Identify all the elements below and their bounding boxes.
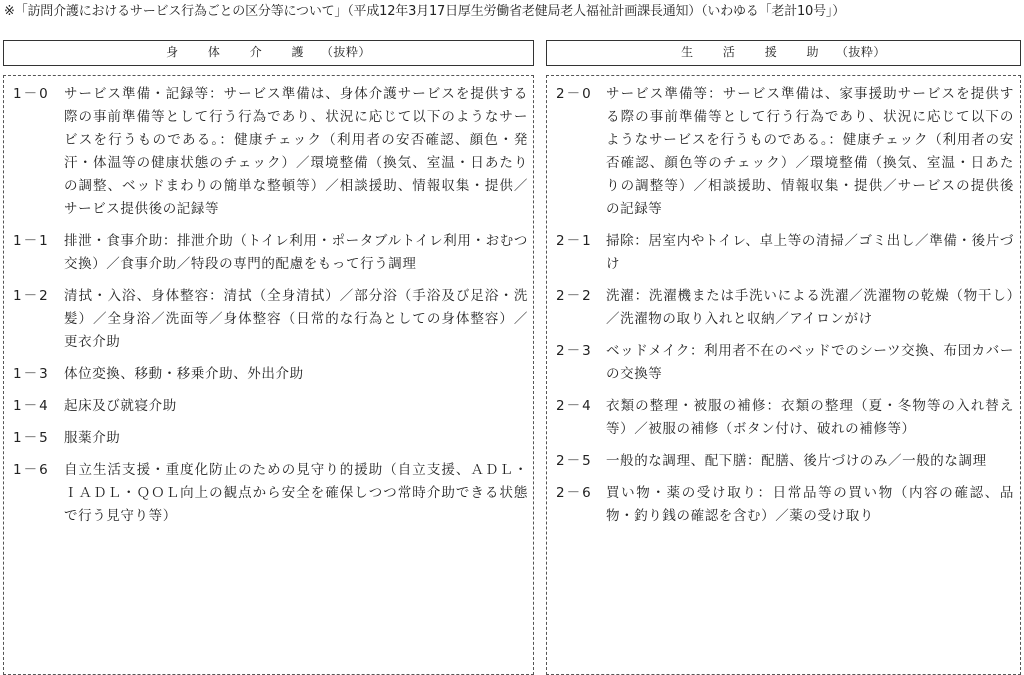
item-number: 1－6 <box>13 462 50 478</box>
item-text: サービス準備・記録等：サービス準備は、身体介護サービスを提供する際の事前準備等として行う行為であり、状況に応じて以下のようなサービスを行うものである。：健康チェック（利用者の安否確認、顔色・発汗・体温等の健康状態のチェック）／環境整備（換気、室温・日あたりの調整、ベッドまわりの簡単な整頓等）／相談援助、情報収集・提供／サービス提供後の記録等 <box>64 86 528 217</box>
daily-living-support-title <box>546 40 1021 66</box>
item-text: 洗濯：洗濯機または手洗いによる洗濯／洗濯物の乾燥（物干し）／洗濯物の取り入れと収納／アイロンがけ <box>606 288 1014 327</box>
item-number: 2－5 <box>556 453 593 469</box>
item-text: 衣類の整理・被服の補修：衣類の整理（夏・冬物等の入れ替え等）／被服の補修（ボタン付け、破れの補修等） <box>606 398 1014 437</box>
list-item <box>4 83 533 221</box>
list-item <box>547 285 1020 331</box>
physical-care-title-sub: （抜粋） <box>320 45 371 59</box>
list-item <box>547 340 1020 386</box>
header-note: ※「訪問介護におけるサービス行為ごとの区分等について」（平成12年3月17日厚生労働省老健局老人福祉計画課長通知）（いわゆる「老計10号」） <box>4 4 846 19</box>
list-item <box>4 459 533 528</box>
list-item <box>4 427 533 450</box>
list-item <box>547 450 1020 473</box>
item-text: 掃除：居室内やトイレ、卓上等の清掃／ゴミ出し／準備・後片づけ <box>606 233 1014 272</box>
daily-living-support-list <box>546 75 1021 675</box>
list-item <box>4 285 533 354</box>
list-item <box>4 230 533 276</box>
item-text: サービス準備等：サービス準備は、家事援助サービスを提供する際の事前準備等として行う行為であり、状況に応じて以下のようなサービスを行うものである。：健康チェック（利用者の安否確認、顔色等のチェック）／環境整備（換気、室温・日あたりの調整等）／相談援助、情報収集・提供／サービスの提供後の記録等 <box>606 86 1014 217</box>
physical-care-list <box>3 75 534 675</box>
physical-care-column <box>3 40 534 675</box>
daily-living-support-title-main: 生 活 援 助 <box>681 45 832 59</box>
item-text: 自立生活支援・重度化防止のための見守り的援助（自立支援、ＡＤＬ・ＩＡＤＬ・ＱＯＬ向上の観点から安全を確保しつつ常時介助できる状態で行う見守り等） <box>64 462 528 524</box>
item-text: 買い物・薬の受け取り：日常品等の買い物（内容の確認、品物・釣り銭の確認を含む）／薬の受け取り <box>606 485 1014 524</box>
item-number: 2－4 <box>556 398 593 414</box>
item-number: 2－6 <box>556 485 593 501</box>
item-number: 1－4 <box>13 398 50 414</box>
item-number: 1－0 <box>13 86 50 102</box>
daily-living-support-title-sub: （抜粋） <box>835 45 886 59</box>
item-text: 清拭・入浴、身体整容：清拭（全身清拭）／部分浴（手浴及び足浴・洗髪）／全身浴／洗面等／身体整容（日常的な行為としての身体整容）／更衣介助 <box>64 288 528 350</box>
item-text: 排泄・食事介助：排泄介助（トイレ利用・ポータブルトイレ利用・おむつ交換）／食事介助／特段の専門的配慮をもって行う調理 <box>64 233 528 272</box>
list-item <box>547 230 1020 276</box>
item-number: 2－3 <box>556 343 593 359</box>
list-item <box>547 395 1020 441</box>
list-item <box>547 83 1020 221</box>
item-number: 1－2 <box>13 288 50 304</box>
item-number: 1－5 <box>13 430 50 446</box>
item-number: 1－3 <box>13 366 50 382</box>
daily-living-support-column <box>546 40 1021 675</box>
item-number: 2－1 <box>556 233 593 249</box>
physical-care-title <box>3 40 534 66</box>
item-text: 服薬介助 <box>64 430 121 446</box>
item-number: 1－1 <box>13 233 50 249</box>
list-item <box>547 482 1020 528</box>
item-text: 起床及び就寝介助 <box>64 398 177 414</box>
item-number: 2－0 <box>556 86 593 102</box>
physical-care-title-main: 身 体 介 護 <box>166 45 317 59</box>
list-item <box>4 363 533 386</box>
item-text: 一般的な調理、配下膳：配膳、後片づけのみ／一般的な調理 <box>606 453 987 469</box>
list-item <box>4 395 533 418</box>
item-text: 体位変換、移動・移乗介助、外出介助 <box>64 366 304 382</box>
item-text: ベッドメイク：利用者不在のベッドでのシーツ交換、布団カバーの交換等 <box>606 343 1014 382</box>
item-number: 2－2 <box>556 288 593 304</box>
